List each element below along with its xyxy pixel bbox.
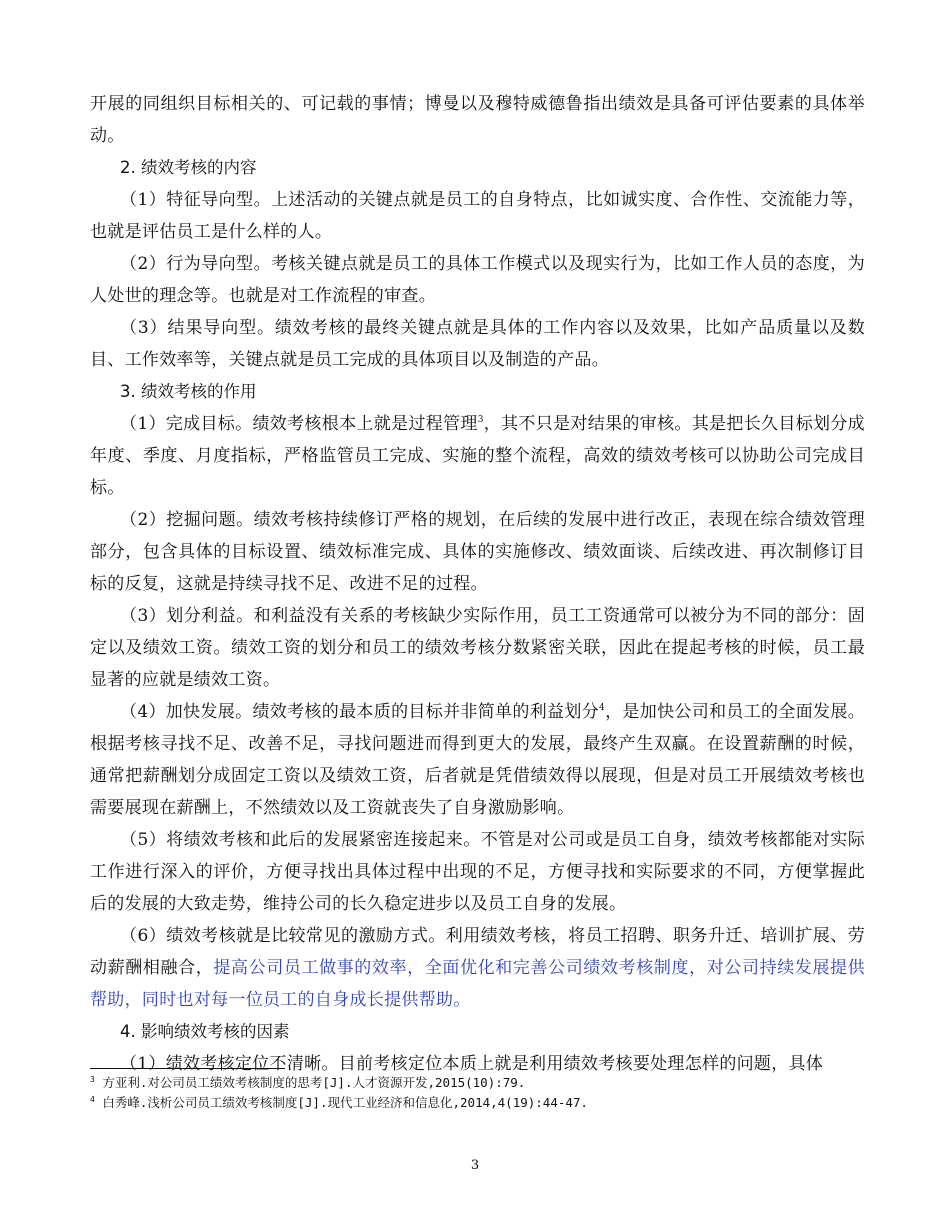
footnotes (90, 1073, 865, 1113)
section-heading-factors: 4. 影响绩效考核的因素 (120, 1022, 290, 1041)
page-number: 3 (470, 1158, 480, 1173)
paragraph-unclear-positioning: （1）绩效考核定位不清晰。目前考核定位本质上就是利用绩效考核要处理怎样的问题，具体 (120, 1054, 824, 1074)
section-heading-content: 2. 绩效考核的内容 (120, 158, 257, 177)
paragraph-trait-oriented: （1）特征导向型。上述活动的关键点就是员工的自身特点，比如诚实度、合作性、交流能力等，也就是评估员工是什么样的人。 (90, 190, 865, 242)
section-heading-function: 3. 绩效考核的作用 (120, 382, 257, 401)
footnote-ref-3[interactable]: 3 (477, 415, 484, 425)
paragraph-complete-goals-part2: ，其不只是对结果的审核。其是把长久目标划分成年度、季度、月度指标，严格监管员工完成、实施的整个流程，高效的绩效考核可以协助公司完成目标。 (90, 414, 865, 498)
footnote-3 (90, 1073, 865, 1093)
footnote-4-text: 白秀峰.浅析公司员工绩效考核制度[J].现代工业经济和信息化,2014,4(19):44-47. (102, 1095, 588, 1110)
paragraph-incentive-part1: （6）绩效考核就是比较常见的激励方式。利用绩效考核，将员工招聘、职务升迁、培训扩展、劳动薪酬相融合， (90, 926, 865, 978)
paragraph-accelerate-development-part1: （4）加快发展。绩效考核的最本质的目标并非简单的利益划分 (120, 702, 600, 722)
paragraph-complete-goals-part1: （1）完成目标。绩效考核根本上就是过程管理 (120, 414, 478, 434)
paragraph-accelerate-development (90, 696, 865, 824)
footnote-4-number: 4 (90, 1095, 95, 1104)
paragraph-accelerate-development-part2: ，是加快公司和员工的全面发展。根据考核寻找不足、改善不足，寻找问题进而得到更大的发展，最终产生双赢。在设置薪酬的时候，通常把薪酬划分成固定工资以及绩效工资，后者就是凭借绩效得以展现，但是对员工开展绩效考核也需要展现在薪酬上，不然绩效以及工资就丧失了自身激励影响。 (90, 702, 865, 818)
footnote-3-number: 3 (90, 1075, 95, 1084)
paragraph-mining-problems: （2）挖掘问题。绩效考核持续修订严格的规划，在后续的发展中进行改正，表现在综合绩效管理部分，包含具体的目标设置、绩效标准完成、具体的实施修改、绩效面谈、后续改进、再次制修订目标的反复，这就是持续寻找不足、改进不足的过程。 (90, 510, 865, 594)
document-body (90, 88, 865, 1080)
paragraph-divide-benefits: （3）划分利益。和利益没有关系的考核缺少实际作用，员工工资通常可以被分为不同的部分：固定以及绩效工资。绩效工资的划分和员工的绩效考核分数紧密关联，因此在提起考核的时候，员工最显著的应就是绩效工资。 (90, 606, 865, 690)
footnote-separator (90, 1068, 285, 1069)
footnote-3-text: 方亚利.对公司员工绩效考核制度的思考[J].人才资源开发,2015(10):79. (102, 1075, 526, 1090)
paragraph-result-oriented: （3）结果导向型。绩效考核的最终关键点就是具体的工作内容以及效果，比如产品质量以及数目、工作效率等，关键点就是员工完成的具体项目以及制造的产品。 (90, 318, 865, 370)
paragraph-connect-future: （5）将绩效考核和此后的发展紧密连接起来。不管是对公司或是员工自身，绩效考核都能对实际工作进行深入的评价，方便寻找出具体过程中出现的不足，方便寻找和实际要求的不同，方便掌握此后的发展的大致走势，维持公司的长久稳定进步以及员工自身的发展。 (90, 830, 865, 914)
paragraph-continuation: 开展的同组织目标相关的、可记载的事情；博曼以及穆特威德鲁指出绩效是具备可评估要素的具体举动。 (90, 94, 865, 146)
paragraph-incentive (90, 920, 865, 1016)
paragraph-behavior-oriented: （2）行为导向型。考核关键点就是员工的具体工作模式以及现实行为，比如工作人员的态度，为人处世的理念等。也就是对工作流程的审查。 (90, 254, 865, 306)
footnote-4 (90, 1093, 865, 1113)
paragraph-complete-goals (90, 408, 865, 504)
highlighted-text: 提高公司员工做事的效率，全面优化和完善公司绩效考核制度，对公司持续发展提供帮助，同时也对每一位员工的自身成长提供帮助。 (90, 958, 865, 1010)
footnote-ref-4[interactable]: 4 (599, 703, 606, 713)
